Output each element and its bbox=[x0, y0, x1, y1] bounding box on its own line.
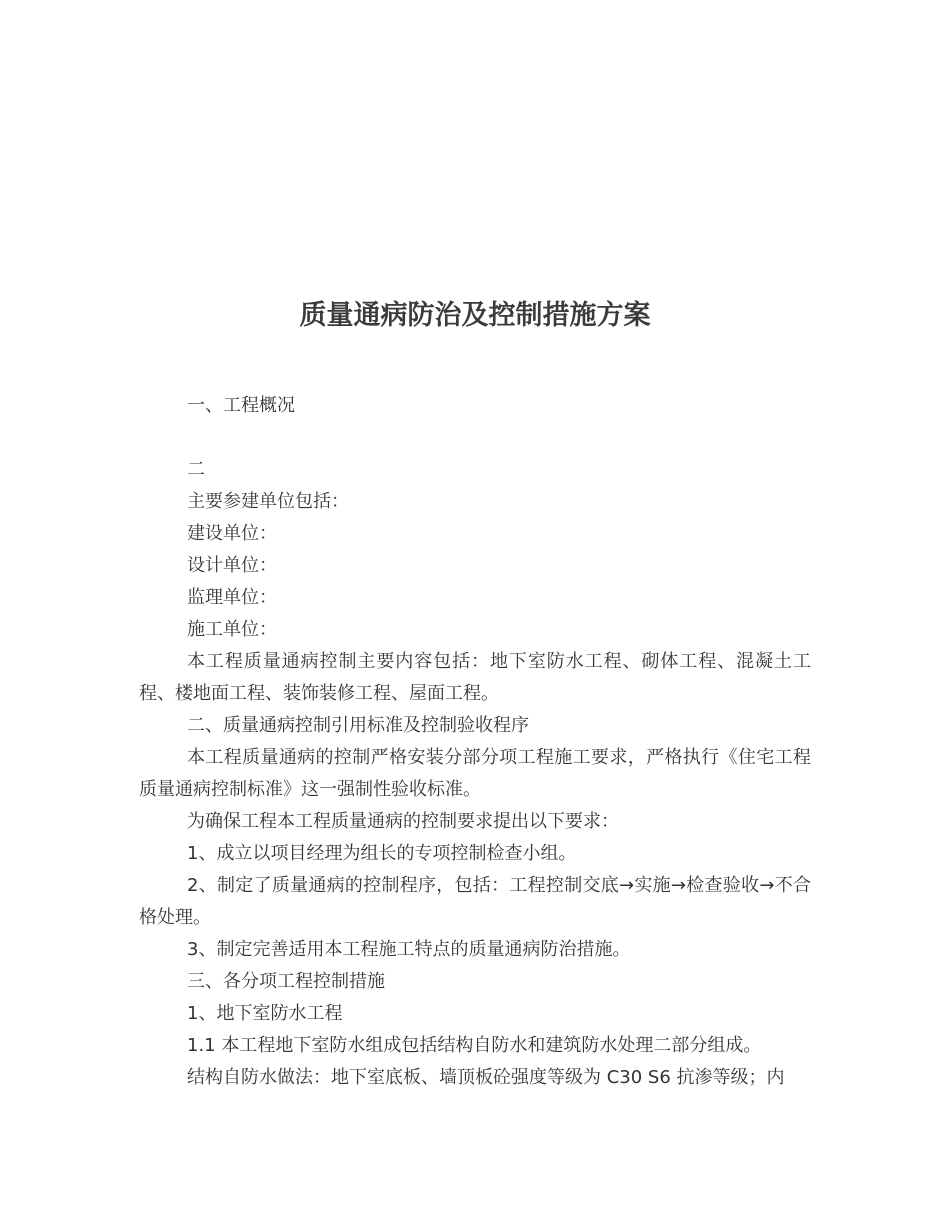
paragraph-spacer bbox=[139, 422, 811, 454]
paragraph: 主要参建单位包括： bbox=[187, 491, 349, 512]
paragraph: 为确保工程本工程质量通病的控制要求提出以下要求： bbox=[187, 811, 619, 832]
list-item: 2、制定了质量通病的控制程序，包括：工程控制交底→实施→检查验收→不合格处理。 bbox=[139, 875, 811, 928]
section-heading-standards: 二、质量通病控制引用标准及控制验收程序 bbox=[187, 715, 529, 736]
paragraph: 监理单位： bbox=[187, 587, 277, 608]
section-heading-measures: 三、各分项工程控制措施 bbox=[187, 971, 385, 992]
paragraph: 本工程质量通病控制主要内容包括：地下室防水工程、砌体工程、混凝土工程、楼地面工程、装饰装修工程、屋面工程。 bbox=[139, 651, 811, 704]
section-heading-overview: 一、工程概况 bbox=[187, 395, 295, 416]
paragraph: 施工单位： bbox=[187, 619, 277, 640]
paragraph: 设计单位： bbox=[187, 555, 277, 576]
list-item: 3、制定完善适用本工程施工特点的质量通病防治措施。 bbox=[187, 939, 631, 960]
subsection-heading: 1、地下室防水工程 bbox=[187, 1003, 343, 1024]
paragraph: 1.1 本工程地下室防水组成包括结构自防水和建筑防水处理二部分组成。 bbox=[187, 1035, 762, 1056]
list-item: 1、成立以项目经理为组长的专项控制检查小组。 bbox=[187, 843, 577, 864]
paragraph: 建设单位： bbox=[187, 523, 277, 544]
paragraph: 二 bbox=[187, 459, 205, 480]
paragraph: 结构自防水做法：地下室底板、墙顶板砼强度等级为 C30 S6 抗渗等级；内 bbox=[187, 1067, 785, 1088]
document-body bbox=[139, 390, 811, 1094]
paragraph: 本工程质量通病的控制严格安装分部分项工程施工要求，严格执行《住宅工程质量通病控制标准》这一强制性验收标准。 bbox=[139, 747, 811, 800]
document-title: 质量通病防治及控制措施方案 bbox=[299, 300, 651, 331]
